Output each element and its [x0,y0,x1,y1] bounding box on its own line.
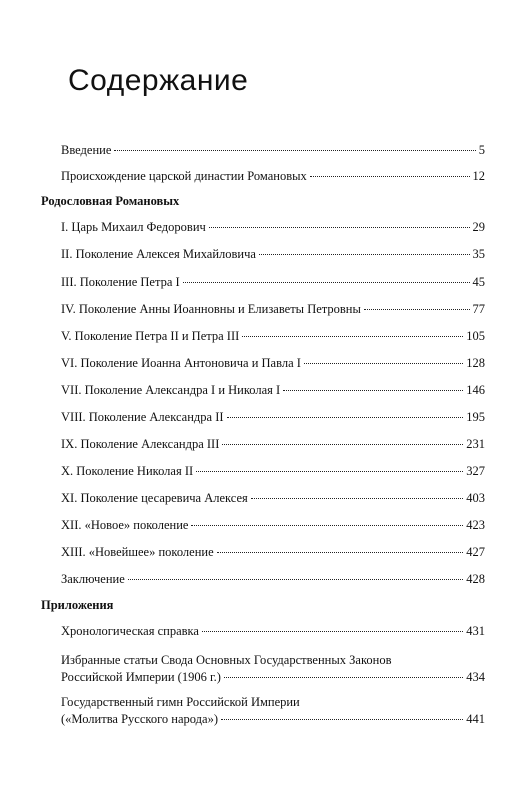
toc-entry-text: VII. Поколение Александра I и Николая I [61,383,281,397]
toc-entry-page: 423 [466,518,485,532]
toc-entry-page: 29 [472,220,485,234]
toc-entry[interactable] [61,518,485,533]
toc-entry[interactable] [61,275,485,290]
toc-entry[interactable] [61,220,485,235]
dot-leader [221,719,463,720]
toc-entry[interactable] [61,356,485,371]
toc-entry-page: 128 [466,356,485,370]
toc-entry-text: IX. Поколение Александра III [61,437,220,451]
toc-entry-multiline[interactable] [61,653,485,685]
dot-leader [251,498,463,499]
toc-entry[interactable] [61,624,485,639]
toc-entry-text: Происхождение царской династии Романовых [61,169,307,183]
toc-entry[interactable] [61,302,485,317]
dot-leader [183,282,470,283]
dot-leader [283,390,463,391]
toc-entry[interactable] [61,491,485,506]
toc-entry-page: 105 [466,329,485,343]
toc-entry-conclusion[interactable] [61,572,485,587]
toc-entry-text: («Молитва Русского народа») [61,712,218,726]
toc-entry-page: 195 [466,410,485,424]
toc-entry-text: II. Поколение Алексея Михайловича [61,247,256,261]
toc-entry-text: Введение [61,143,112,157]
dot-leader [242,336,463,337]
toc-entry-origin[interactable] [61,169,485,184]
toc-entry-multiline[interactable] [61,695,485,727]
dot-leader [196,471,463,472]
toc-entry-page: 77 [472,302,485,316]
dot-leader [224,677,463,678]
toc-entry-text: VI. Поколение Иоанна Антоновича и Павла I [61,356,301,370]
toc-entry-page: 427 [466,545,485,559]
dot-leader [114,150,475,151]
toc-entry-text: IV. Поколение Анны Иоанновны и Елизаветы Петровны [61,302,361,316]
toc-entry-page: 35 [472,247,485,261]
toc-entry-page: 431 [466,624,485,638]
toc-entry[interactable] [61,329,485,344]
dot-leader [259,254,470,255]
toc-entry[interactable] [61,464,485,479]
toc-entry-text-line1: Избранные статьи Свода Основных Государственных Законов [61,653,392,667]
toc-entry-page: 12 [472,169,485,183]
dot-leader [128,579,464,580]
dot-leader [227,417,464,418]
toc-entry-page: 231 [466,437,485,451]
section-heading-appendices: Приложения [41,598,114,612]
toc-entry-text: XI. Поколение цесаревича Алексея [61,491,248,505]
dot-leader [191,525,463,526]
dot-leader [304,363,463,364]
toc-entry[interactable] [61,383,485,398]
toc-entry-text: VIII. Поколение Александра II [61,410,224,424]
dot-leader [217,552,464,553]
toc-entry-text: XIII. «Новейшее» поколение [61,545,214,559]
toc-entry[interactable] [61,437,485,452]
toc-entry[interactable] [61,410,485,425]
toc-entry-text: Заключение [61,572,125,586]
toc-entry-text-line1: Государственный гимн Российской Империи [61,695,300,709]
toc-entry-text: I. Царь Михаил Федорович [61,220,206,234]
dot-leader [222,444,463,445]
toc-entry-text: III. Поколение Петра I [61,275,180,289]
toc-entry-text: X. Поколение Николая II [61,464,194,478]
toc-entry-text: XII. «Новое» поколение [61,518,189,532]
toc-entry-text: V. Поколение Петра II и Петра III [61,329,240,343]
toc-entry-page: 146 [466,383,485,397]
toc-entry-page: 434 [466,670,485,684]
toc-entry-page: 441 [466,712,485,726]
toc-entry-page: 428 [466,572,485,586]
toc-entry-page: 327 [466,464,485,478]
toc-entry-page: 403 [466,491,485,505]
toc-entry-introduction[interactable] [61,143,485,158]
toc-entry-text: Хронологическая справка [61,624,199,638]
section-heading-genealogy: Родословная Романовых [41,194,180,208]
toc-entry[interactable] [61,545,485,560]
toc-entry-text: Российской Империи (1906 г.) [61,670,221,684]
dot-leader [310,176,470,177]
toc-entry-page: 45 [472,275,485,289]
toc-entry[interactable] [61,247,485,262]
page-title: Содержание [68,64,249,97]
dot-leader [209,227,470,228]
dot-leader [364,309,470,310]
dot-leader [202,631,463,632]
toc-entry-page: 5 [478,143,485,157]
